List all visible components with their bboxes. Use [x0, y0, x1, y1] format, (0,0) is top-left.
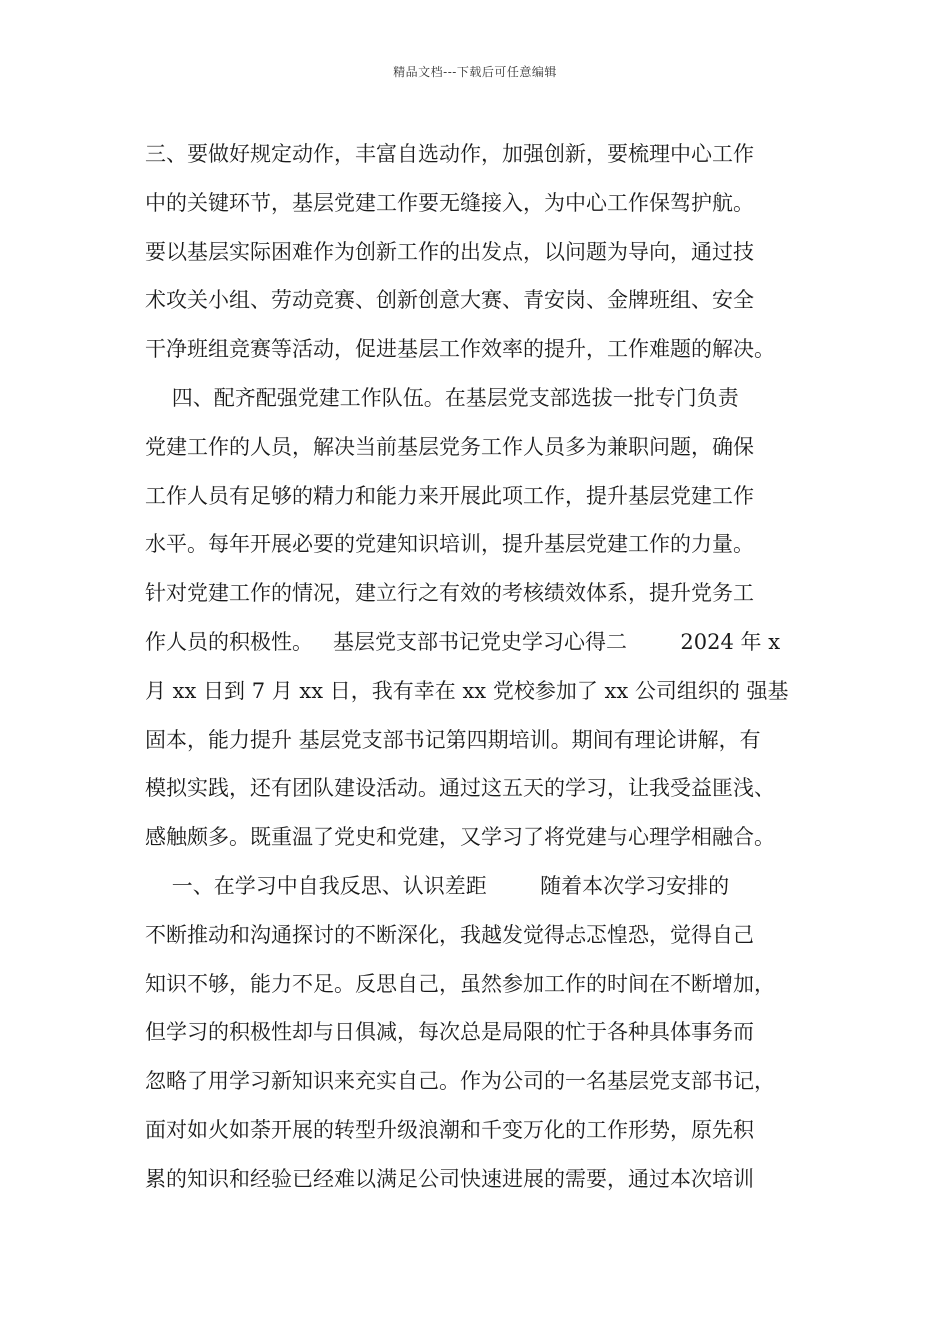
- page-header: 精品文档---下载后可任意编辑: [393, 65, 557, 79]
- text-line: 三、要做好规定动作，丰富自选动作，加强创新，要梳理中心工作: [145, 142, 754, 166]
- body-text: [145, 130, 835, 1204]
- text-line: 党建工作的人员，解决当前基层党务工作人员多为兼职问题，确保: [145, 434, 754, 459]
- text-line: 但学习的积极性却与日俱减，每次总是局限的忙于各种具体事务而: [145, 1020, 754, 1045]
- text-line: 忽略了用学习新知识来充实自己。作为公司的一名基层党支部书记，: [145, 1069, 775, 1094]
- text-line: 知识不够，能力不足。反思自己，虽然参加工作的时间在不断增加，: [145, 971, 775, 996]
- text-line: 工作人员有足够的精力和能力来开展此项工作，提升基层党建工作: [145, 483, 754, 508]
- text-line: 作人员的积极性。 基层党支部书记党史学习心得二 2024 年 x: [145, 629, 781, 654]
- text-line: 针对党建工作的情况，建立行之有效的考核绩效体系，提升党务工: [145, 581, 754, 606]
- text-line: 术攻关小组、劳动竞赛、创新创意大赛、青安岗、金牌班组、安全: [145, 288, 754, 313]
- text-line: 固本，能力提升 基层党支部书记第四期培训。期间有理论讲解，有: [145, 727, 761, 752]
- text-line: 累的知识和经验已经难以满足公司快速进展的需要，通过本次培训: [145, 1166, 754, 1191]
- text-line: 四、配齐配强党建工作队伍。在基层党支部选拔一批专门负责: [145, 385, 739, 410]
- text-line: 模拟实践，还有团队建设活动。通过这五天的学习，让我受益匪浅、: [145, 776, 775, 801]
- text-line: 不断推动和沟通探讨的不断深化，我越发觉得忐忑惶恐，觉得自己: [145, 922, 754, 947]
- text-line: 中的关键环节，基层党建工作要无缝接入，为中心工作保驾护航。: [145, 190, 754, 215]
- text-line: 月 xx 日到 7 月 xx 日，我有幸在 xx 党校参加了 xx 公司组织的 强基: [145, 678, 789, 703]
- text-line: 水平。每年开展必要的党建知识培训，提升基层党建工作的力量。: [145, 532, 754, 557]
- text-line: 感触颇多。既重温了党史和党建，又学习了将党建与心理学相融合。: [145, 825, 775, 850]
- text-line: 一、在学习中自我反思、认识差距 随着本次学习安排的: [145, 873, 730, 898]
- text-line: 要以基层实际困难作为创新工作的出发点，以问题为导向，通过技: [145, 239, 754, 264]
- text-line: 干净班组竞赛等活动，促进基层工作效率的提升，工作难题的解决。: [145, 337, 775, 362]
- text-line: 面对如火如荼开展的转型升级浪潮和千变万化的工作形势，原先积: [145, 1117, 754, 1142]
